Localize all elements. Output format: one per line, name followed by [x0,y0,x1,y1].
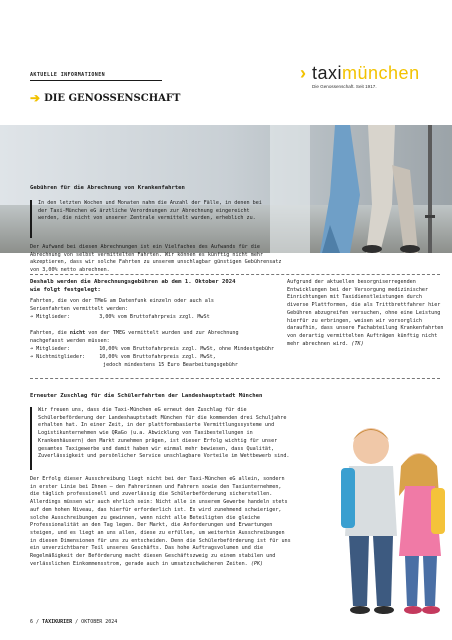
fee-case-2-text-rest: von der TMEG vermittelt wurden und zur Abrechnung nachgefasst werden müssen: [30,330,239,344]
fee-case-1: Fahrten, die von der TMeG am Datenfunk einzeln oder auch als Serienfahrten vermittelt werden: [30,298,215,312]
fee-case-2-text: Fahrten, die [30,330,70,336]
taxi-muenchen-logo [300,63,450,89]
publication-name: TAXIKURIER [42,619,73,625]
section-heading-schuelerfahrten: Erneuter Zuschlag für die Schülerfahrten der Landeshauptstadt München [30,393,263,399]
photo-schoolchildren [323,406,452,618]
chevron-right-icon: › [300,63,307,83]
section-paragraph: Der Aufwand bei diesen Abrechnungen ist ein Vielfaches des Aufwands für die Abrechnung von selbst vermittelten Fahrten. Wir können es künftig nicht mehr akzeptieren, dass wir solche Fahrten zu unserem unschlagbar günstigen Gebührensatz von 3,00% netto abrechnen. [30,244,282,274]
page-number: 6 / [30,619,43,625]
section-label: AKTUELLE INFORMATIONEN [30,72,106,78]
header-rule [30,80,162,81]
fee-row-value: 10,00% vom Bruttofahrpreis zzgl. MwSt, [99,354,216,360]
section-intro: Wir freuen uns, dass die Taxi-München eG erneut den Zuschlag für die Schülerbeförderung der Landeshauptstadt München für die kommenden drei Schuljahre erhalten hat. In einer Zeit, in der plattformbasierte Vermittlungssysteme und Logistikunternehmen wie QRaGo (u.a. Abwicklung von Taxibestellungen in Krankenhäusern) den Markt zunehmen prägen, ist dieser Erfolg wichtig für unser gesamtes Taxigewerbe und damit haben wir einmal mehr bewiesen, dass Qualität, Zuverlässigkeit und persönlicher Service unschlagbare Vorteile im Wettbewerb sind. [38,407,290,460]
fee-row-label: Nichtmitglieder: [36,354,86,360]
arrow-right-icon: ➔ [30,91,41,105]
author-initials: (PK) [250,560,264,567]
arrow-right-icon: ➔ [30,346,34,352]
dashed-separator [30,274,440,275]
section-intro: In den letzten Wochen und Monaten nahm die Anzahl der Fälle, in denen bei der Taxi-München eG ärztliche Verordnungen zur Abrechnung eingereicht werden, die nicht von unserer Zentrale vermittelt wurden, erheblich zu. [38,200,262,222]
page-footer [30,619,117,625]
fee-row-label: Mitglieder: [36,346,70,352]
fee-row-nonmembers [30,354,216,362]
fee-row-value: 3,00% vom Bruttofahrpreis zzgl. MwSt [99,314,210,320]
author-initials: (TK) [351,340,364,347]
fee-case-2-emphasis: nicht [69,330,86,336]
fee-row-members [30,314,210,322]
section-body-text: Der Erfolg dieser Ausschreibung liegt nicht bei der Taxi-München eG allein, sondern in erster Linie bei Ihnen – den Fahrerinnen und Fahrern sowie den Taxiunternehmen, die täglich professionell und zuverlässig die Schülerbeförderung sicherstellen. Allerdings müssen wir auch ehrlich sein: Nicht alle in unserem Gewerbe handeln stets auf dem hohen Niveau, das hierfür erforderlich ist. Es wird zunehmend schwieriger, solche Ausschreibungen zu gewinnen, wenn nicht alle Beteiligten die gleiche Professionalität an den Tag legen. Der Markt, die Anforderungen und Erwartungen steigen, und es liegt an uns allen, diese zu erfüllen, um weiterhin Ausschreibungen in diesen Dimensionen für uns zu entscheiden. Denn die Schülerbeförderung ist für uns ein unverzichtbarer Teil unseres Geschäfts. Das hohe Auftragsvolumen und die Regelmäßigkeit der Beförderung macht diesen Geschäftszweig zu einem stabilen und verlässlichen Einkommensstrom, gerade auch in umsatzschwächeren Zeiten. [30,476,291,567]
arrow-right-icon: ➔ [30,354,34,360]
fee-side-note-text: Aufgrund der aktuellen besorgniserregenden Entwicklungen bei der Versorgung medizinischer Einrichtungen mit Taxidienstleistungen durch diverse Plattformen, die als Trittbrettfahrer hier Gebühren abzugreifen versuchen, ohne eine Leistung hierfür zu erbringen, weisen wir vorsorglich daraufhin, dass unsere Fachabteilung Krankenfahrten von derartig vermittelten Aufträgen künftig nicht mehr abrechnen wird. [287,279,444,347]
section-body [30,476,293,568]
logo-part2: münchen [342,63,420,83]
fee-row-value: 10,00% vom Bruttofahrpreis zzgl. MwSt, ohne Mindestgebühr [99,346,275,352]
fee-side-note [287,279,444,348]
fee-heading: Deshalb werden die Abrechnungsgebühren ab dem 1. Oktober 2024 wie folgt festgelegt: [30,279,236,293]
section-heading-krankenfahrten: Gebühren für die Abrechnung von Krankenfahrten [30,185,185,191]
dashed-separator [30,378,440,379]
arrow-right-icon: ➔ [30,314,34,320]
issue-date: / OKTOBER 2024 [72,619,118,625]
page-title [30,91,180,105]
fee-row-minimum: jedoch mindestens 15 Euro Bearbeitungsgebühr [103,362,238,368]
logo-tagline: Die Genossenschaft. Seit 1917. [312,84,377,89]
logo-part1: taxi [312,63,343,83]
fee-row-label: Mitglieder: [36,314,70,320]
fee-row-members-external [30,346,274,354]
page-title-text: DIE GENOSSENSCHAFT [44,92,181,104]
intro-bar [30,407,32,470]
fee-case-2 [30,330,265,345]
